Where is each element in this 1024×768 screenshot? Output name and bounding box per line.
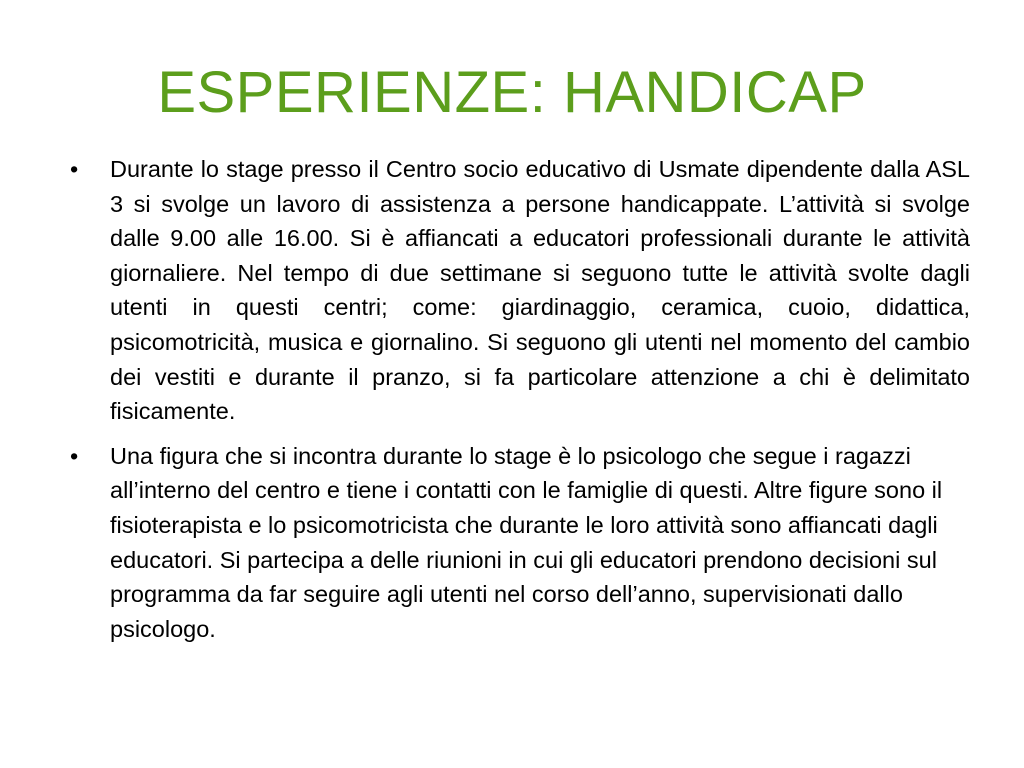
bullet-item-psychologist bbox=[70, 439, 970, 647]
bullet-text-psychologist: Una figura che si incontra durante lo stage è lo psicologo che segue i ragazzi all’interno del centro e tiene i contatti con le famiglie di questi. Altre figure sono il fisioterapista e lo psicomotricista che durante le loro attività sono affiancati dagli educatori. Si partecipa a delle riunioni in cui gli educatori prendono decisioni sul programma da far seguire agli utenti nel corso dell’anno, supervisionati dallo psicologo. bbox=[110, 442, 943, 642]
bullet-marker: • bbox=[70, 156, 79, 182]
slide-title: ESPERIENZE: HANDICAP bbox=[157, 60, 867, 125]
bullet-list bbox=[70, 152, 970, 656]
bullet-item-assistance bbox=[70, 152, 970, 429]
bullet-text-assistance: Durante lo stage presso il Centro socio educativo di Usmate dipendente dalla ASL 3 si svolge un lavoro di assistenza a persone handicappate. L’attività si svolge dalle 9.00 alle 16.00. Si è affiancati a educatori professionali durante le attività giornaliere. Nel tempo di due settimane si seguono tutte le attività svolte dagli utenti in questi centri; come: giardinaggio, ceramica, cuoio, didattica, psicomotricità, musica e giornalino. Si seguono gli utenti nel momento del cambio dei vestiti e durante il pranzo, si fa particolare attenzione a chi è delimitato fisicamente. bbox=[110, 156, 970, 425]
bullet-marker: • bbox=[70, 442, 79, 469]
